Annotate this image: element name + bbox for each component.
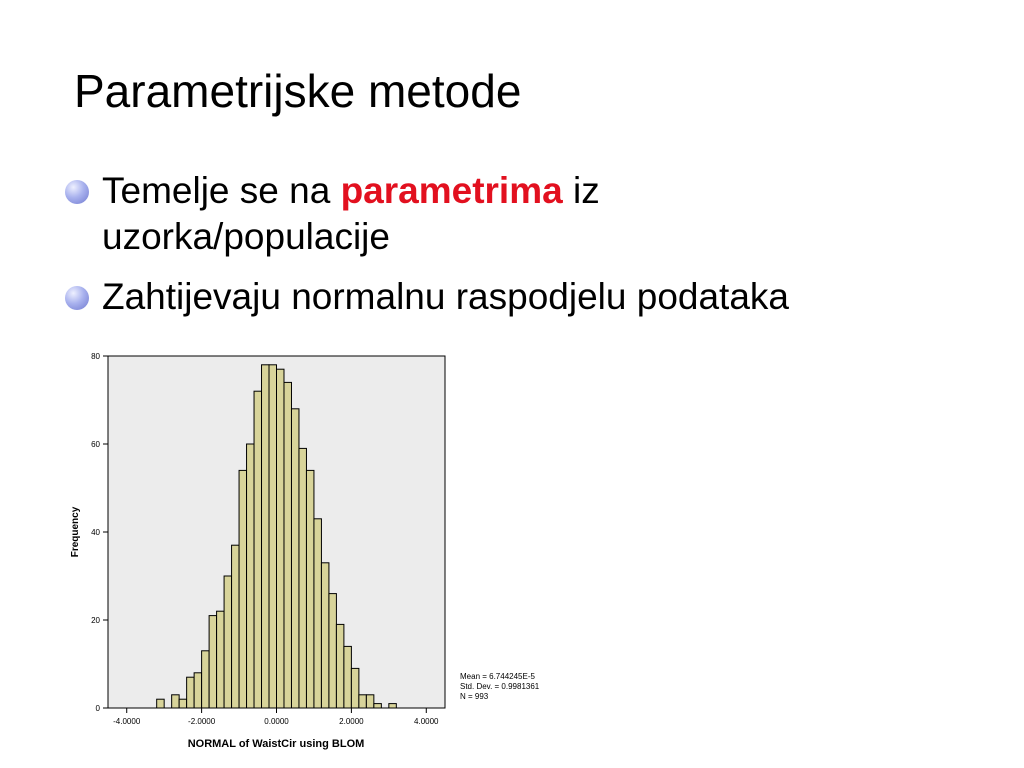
histogram-bar xyxy=(239,470,246,708)
x-tick-label: 0.0000 xyxy=(264,717,289,726)
stats-box xyxy=(460,672,539,702)
histogram-bar xyxy=(306,470,313,708)
histogram-bar xyxy=(179,699,186,708)
histogram-bar xyxy=(321,563,328,708)
y-tick-label: 80 xyxy=(91,352,100,361)
histogram-bar xyxy=(336,624,343,708)
bullet-item xyxy=(62,168,962,260)
x-tick-label: 4.0000 xyxy=(414,717,439,726)
histogram-bar xyxy=(232,545,239,708)
histogram-bar xyxy=(269,365,276,708)
histogram-bar xyxy=(299,448,306,708)
histogram-bar xyxy=(374,704,381,708)
y-tick-label: 60 xyxy=(91,440,100,449)
histogram-bar xyxy=(329,594,336,708)
histogram-bar xyxy=(351,668,358,708)
bullet-dot-icon xyxy=(65,180,89,204)
x-tick-label: 2.0000 xyxy=(339,717,364,726)
histogram-bar xyxy=(389,704,396,708)
histogram-bar xyxy=(202,651,209,708)
y-tick-label: 0 xyxy=(95,704,100,713)
histogram-bar xyxy=(277,369,284,708)
histogram-bar xyxy=(209,616,216,708)
histogram-bar xyxy=(291,409,298,708)
x-axis xyxy=(113,708,439,726)
histogram-bar xyxy=(187,677,194,708)
stat-n: N = 993 xyxy=(460,692,489,701)
x-tick-label: -4.0000 xyxy=(113,717,141,726)
slide-title: Parametrijske metode xyxy=(74,65,522,117)
stat-mean: Mean = 6.744245E-5 xyxy=(460,672,535,681)
bullet-text: Temelje se na xyxy=(102,170,341,211)
y-tick-label: 20 xyxy=(91,616,100,625)
bullet-item xyxy=(62,274,962,320)
bullet-list xyxy=(62,168,962,334)
y-tick-label: 40 xyxy=(91,528,100,537)
histogram-bar xyxy=(172,695,179,708)
histogram-bar xyxy=(254,391,261,708)
histogram-bar xyxy=(284,382,291,708)
histogram-bar xyxy=(194,673,201,708)
histogram-bar xyxy=(157,699,164,708)
histogram-bar xyxy=(344,646,351,708)
bullet-text: iz xyxy=(562,170,600,211)
histogram-bar xyxy=(359,695,366,708)
histogram-bar xyxy=(262,365,269,708)
x-axis-label: NORMAL of WaistCir using BLOM xyxy=(187,738,365,750)
x-tick-label: -2.0000 xyxy=(188,717,216,726)
histogram-bar xyxy=(217,611,224,708)
stat-std-dev: Std. Dev. = 0.9981361 xyxy=(460,682,540,691)
y-axis xyxy=(91,352,108,713)
histogram-bar xyxy=(224,576,231,708)
bullet-dot-icon xyxy=(65,286,89,310)
histogram-bar xyxy=(366,695,373,708)
bullet-text: Zahtijevaju normalnu raspodjelu podataka xyxy=(102,276,789,317)
bullet-highlight: parametrima xyxy=(340,170,563,211)
y-axis-label: Frequency xyxy=(70,506,81,558)
bullet-text-line2: uzorka/populacije xyxy=(102,216,390,257)
histogram-bar xyxy=(247,444,254,708)
histogram-bar xyxy=(314,519,321,708)
